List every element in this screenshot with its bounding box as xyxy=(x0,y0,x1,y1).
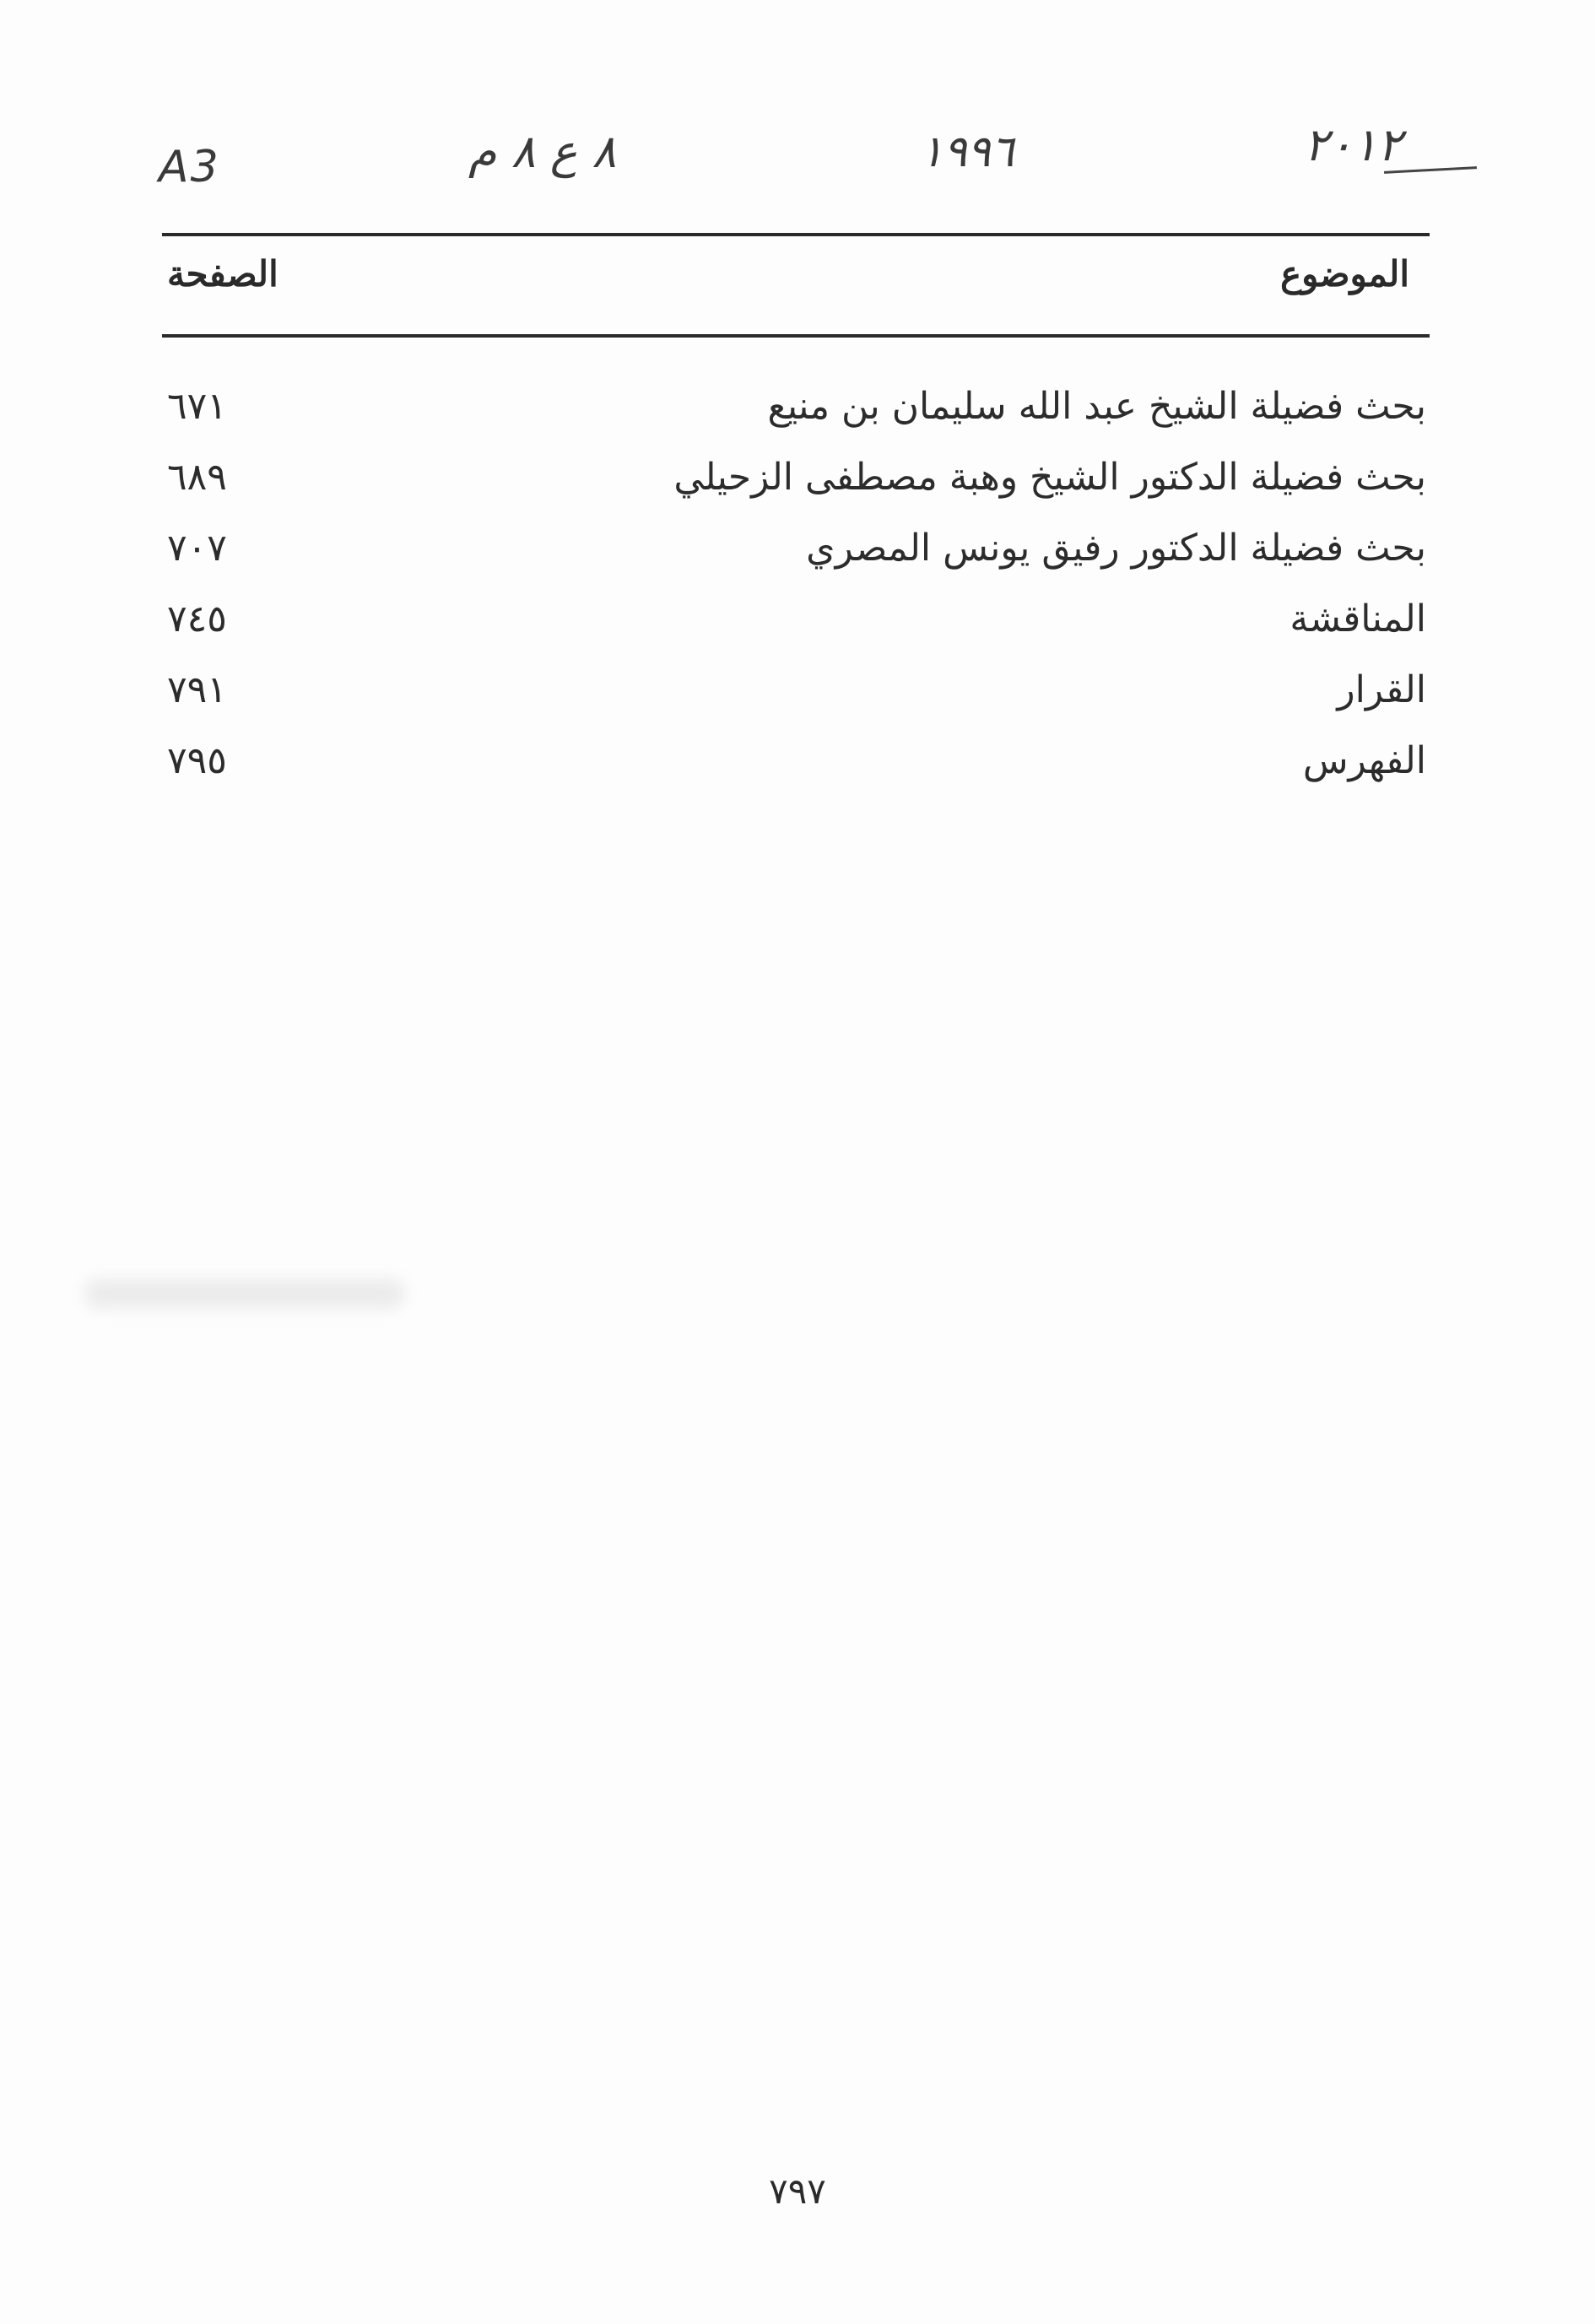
toc-entry xyxy=(162,655,1430,726)
toc-entry xyxy=(162,584,1430,655)
toc-entry xyxy=(162,442,1430,513)
toc-entry-page: ٧٩٥ xyxy=(167,739,227,782)
toc-entry-page: ٦٧١ xyxy=(167,385,227,428)
toc-entry-page: ٧٤٥ xyxy=(167,597,227,640)
header-bottom-rule xyxy=(162,334,1430,338)
scan-smudge xyxy=(84,1278,405,1309)
toc-entry-title: القرار xyxy=(1337,668,1426,711)
toc-entry-page: ٦٨٩ xyxy=(167,456,227,499)
toc-entry-title: المناقشة xyxy=(1290,597,1426,640)
toc-entry xyxy=(162,726,1430,797)
column-header-page: الصفحة xyxy=(167,253,278,295)
toc-entry-page: ٧٠٧ xyxy=(167,527,227,570)
toc-entry-title: بحث فضيلة الدكتور الشيخ وهبة مصطفى الزحيلي xyxy=(673,456,1426,499)
toc-entry-page: ٧٩١ xyxy=(167,668,227,711)
toc-entry xyxy=(162,513,1430,584)
handwritten-note-1: A3 xyxy=(159,142,220,192)
header-top-rule xyxy=(162,233,1430,236)
column-header-topic: الموضوع xyxy=(1280,253,1409,295)
table-of-contents xyxy=(162,371,1430,797)
handwritten-note-2: ٨ ع ٨ م xyxy=(468,125,617,178)
toc-entry-title: بحث فضيلة الدكتور رفيق يونس المصري xyxy=(806,527,1426,570)
toc-entry-title: بحث فضيلة الشيخ عبد الله سليمان بن منيع xyxy=(767,385,1426,428)
handwritten-note-3: ١٩٩٦ xyxy=(920,127,1014,177)
toc-entry-title: الفهرس xyxy=(1302,739,1426,782)
toc-entry xyxy=(162,371,1430,442)
handwritten-note-4: ٢٠١٢ xyxy=(1304,118,1403,171)
page-number: ٧٩٧ xyxy=(769,2170,826,2212)
